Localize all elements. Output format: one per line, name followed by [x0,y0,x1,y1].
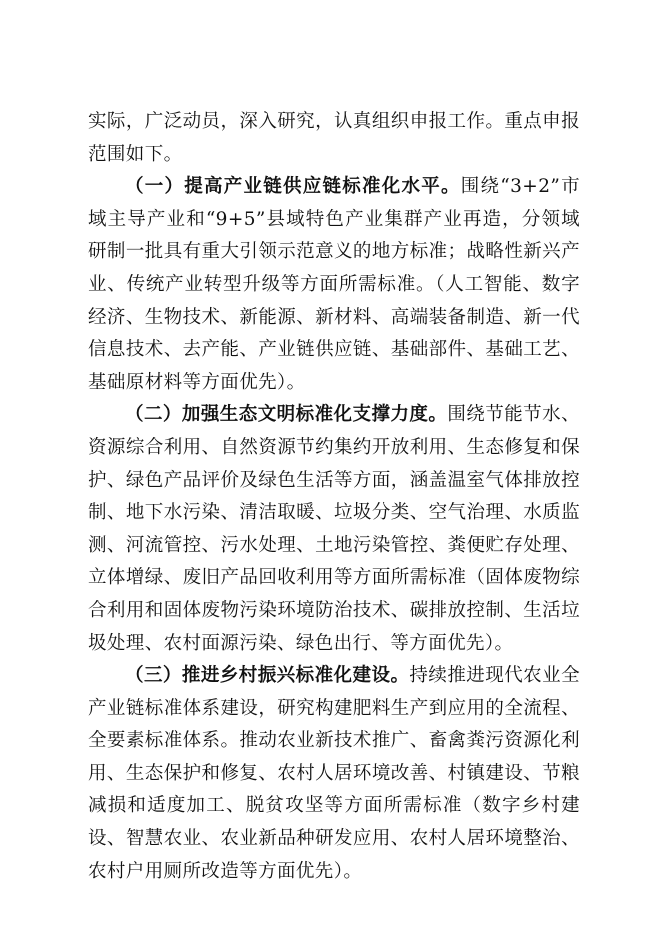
intro-paragraph: 实际，广泛动员，深入研究，认真组织申报工作。重点申报范围如下。 [88,111,580,165]
section-1-paragraph [88,171,580,399]
section-3-heading: （三）推进乡村振兴标准化建设。 [125,665,410,687]
section-2-body: 围绕节能节水、资源综合利用、自然资源节约集约开放利用、生态修复和保护、绿色产品评价及绿色生活等方面，涵盖温室气体排放控制、地下水污染、清洁取暖、垃圾分类、空气治理、水质监测、河流管控、污水处理、土地污染管控、粪便贮存处理、立体增绿、废旧产品回收利用等方面所需标准（固体废物综合利用和固体废物污染环境防治技术、碳排放控制、生活垃圾处理、农村面源污染、绿色出行、等方面优先）。 [88,404,580,654]
section-1-body: 围绕“3+2”市域主导产业和“9+5”县域特色产业集群产业再造，分领域研制一批具有重大引领示范意义的地方标准；战略性新兴产业、传统产业转型升级等方面所需标准。（人工智能、数字经济、生物技术、新能源、新材料、高端装备制造、新一代信息技术、去产能、产业链供应链、基础部件、基础工艺、基础原材料等方面优先）。 [88,176,580,393]
document-page [88,106,580,888]
section-2-paragraph [88,399,580,660]
section-3-body: 持续推进现代农业全产业链标准体系建设，研究构建肥料生产到应用的全流程、全要素标准体系。推动农业新技术推广、畜禽粪污资源化利用、生态保护和修复、农村人居环境改善、村镇建设、节粮减损和适度加工、脱贫攻坚等方面所需标准（数字乡村建设、智慧农业、农业新品种研发应用、农村人居环境整治、农村户用厕所改造等方面优先）。 [88,665,580,882]
section-2-heading: （二）加强生态文明标准化支撑力度。 [125,404,448,426]
section-1-heading: （一）提高产业链供应链标准化水平。 [125,176,461,198]
section-3-paragraph [88,660,580,888]
